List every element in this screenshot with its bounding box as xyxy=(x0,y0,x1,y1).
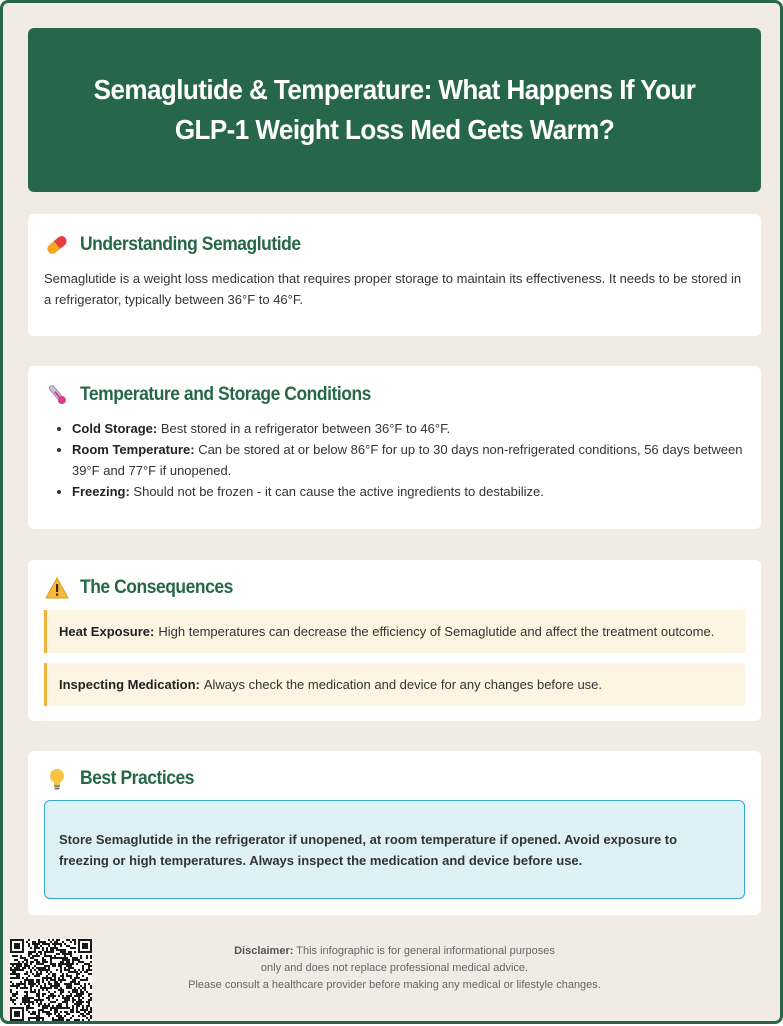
disclaimer xyxy=(143,943,646,994)
alert-heat-exposure xyxy=(44,610,745,653)
understanding-card xyxy=(28,214,761,336)
pill-icon xyxy=(44,233,70,257)
page-title: Semaglutide & Temperature: What Happens If Your GLP-1 Weight Loss Med Gets Warm? xyxy=(93,74,696,145)
best-practices-tip xyxy=(44,800,745,899)
best-practices-heading xyxy=(44,764,745,794)
consequences-card xyxy=(28,560,761,721)
list-item-text: Should not be frozen - it can cause the active ingredients to destabilize. xyxy=(133,484,544,499)
alert-label: Inspecting Medication: xyxy=(59,677,200,692)
alert-text: High temperatures can decrease the efficiency of Semaglutide and affect the treatment outcome. xyxy=(158,624,715,639)
disclaimer-label: Disclaimer: xyxy=(234,945,294,957)
understanding-title: Understanding Semaglutide xyxy=(80,234,301,255)
storage-list xyxy=(44,418,745,502)
understanding-body: Semaglutide is a weight loss medication that requires proper storage to maintain its effectiveness. It needs to be stored in a refrigerator, typically between 36°F to 46°F. xyxy=(44,271,742,307)
list-item-text: Can be stored at or below 86°F for up to 30 days non-refrigerated conditions, 56 days between 39°F and 77°F if unopened. xyxy=(72,442,743,478)
tip-text: Store Semaglutide in the refrigerator if unopened, at room temperature if opened. Avoid exposure to freezing or high temperatures. Always inspect the medication and device before use. xyxy=(59,831,678,868)
list-item xyxy=(72,439,745,481)
consequences-title: The Consequences xyxy=(80,577,233,598)
best-practices-title: Best Practices xyxy=(80,768,195,789)
list-item xyxy=(72,418,745,439)
list-item-label: Freezing: xyxy=(72,484,130,499)
storage-heading xyxy=(44,380,745,410)
consequences-heading xyxy=(44,573,745,603)
list-item-text: Best stored in a refrigerator between 36°F to 46°F. xyxy=(160,421,451,436)
list-item-label: Room Temperature: xyxy=(72,442,195,457)
list-item-label: Cold Storage: xyxy=(72,421,158,436)
alert-text: Always check the medication and device for any changes before use. xyxy=(203,677,603,692)
warning-icon xyxy=(44,576,70,600)
storage-title: Temperature and Storage Conditions xyxy=(80,384,371,405)
lightbulb-icon xyxy=(44,767,70,791)
list-item xyxy=(72,481,745,502)
disclaimer-line-1: This infographic is for general informational purposes xyxy=(296,945,555,957)
thermometer-icon xyxy=(44,383,70,407)
qr-code xyxy=(10,939,92,1021)
disclaimer-line-2: only and does not replace professional medical advice. xyxy=(260,962,529,974)
alert-inspecting-medication xyxy=(44,663,745,706)
storage-card xyxy=(28,366,761,529)
title-banner xyxy=(28,28,761,192)
understanding-heading xyxy=(44,230,745,260)
alert-label: Heat Exposure: xyxy=(59,624,155,639)
best-practices-card xyxy=(28,751,761,915)
disclaimer-line-3: Please consult a healthcare provider before making any medical or lifestyle changes. xyxy=(188,979,601,991)
